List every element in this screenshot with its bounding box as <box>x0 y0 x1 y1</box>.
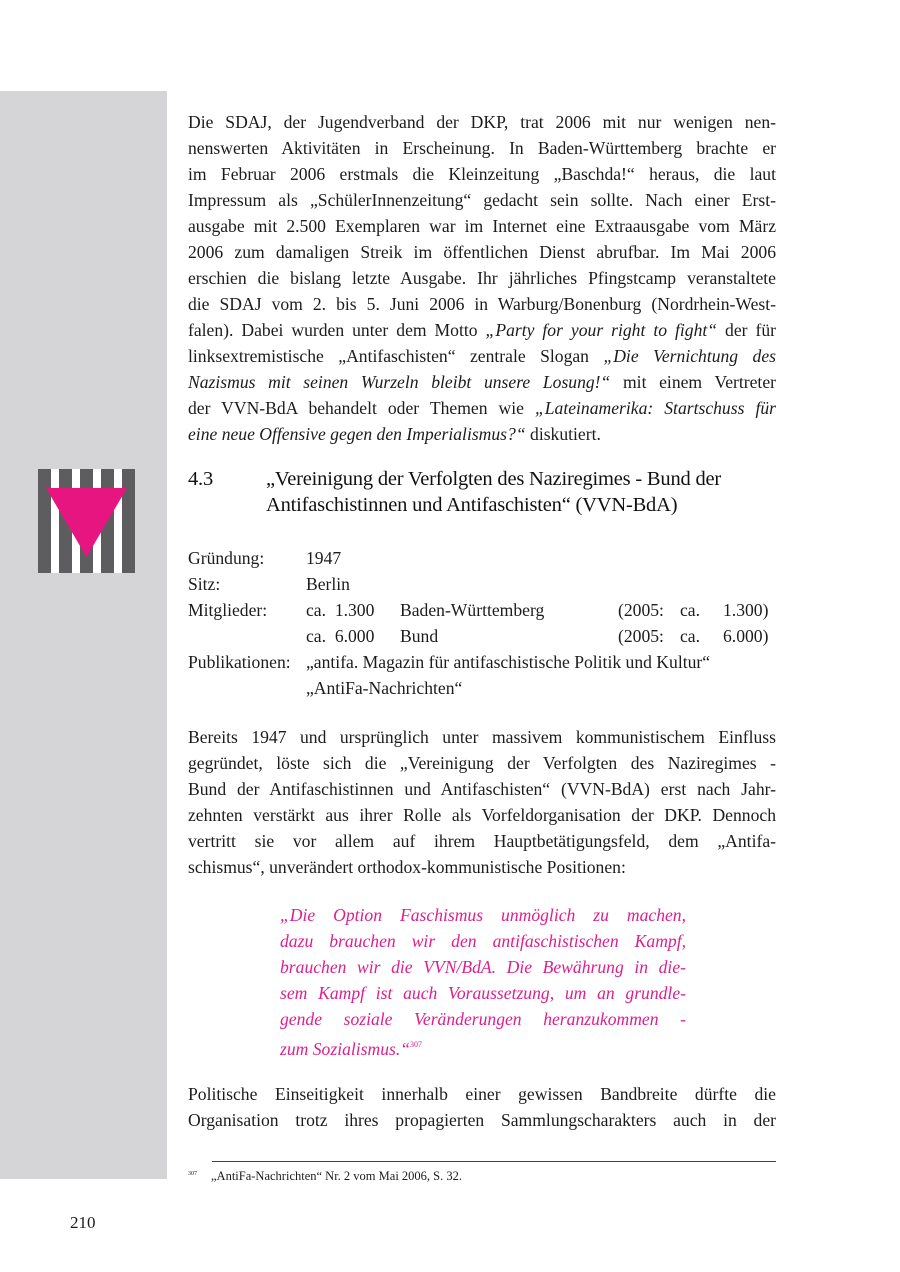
paragraph-sdaj <box>188 109 776 447</box>
slogan-italic: Nazismus mit seinen Wurzeln bleibt unsere Losung!“ <box>188 372 611 392</box>
text-line: Impressum als „SchülerInnenzeitung“ gedacht sein sollte. Nach einer Erst- <box>188 190 776 210</box>
text-line: Bereits 1947 und ursprünglich unter massivem kommunistischem Einfluss <box>188 727 776 747</box>
text-line: Die SDAJ, der Jugendverband der DKP, trat 2006 mit nur wenigen nen- <box>188 112 776 132</box>
fact-publications: „AntiFa-Nachrichten“ <box>306 678 463 698</box>
paragraph-continuation <box>188 1081 776 1133</box>
section-number: 4.3 <box>188 468 214 490</box>
footnote-divider <box>212 1161 776 1162</box>
slogan-italic: „Die Vernichtung des <box>603 346 777 366</box>
footnote <box>188 1166 462 1184</box>
block-quote <box>280 902 686 1062</box>
fact-box <box>188 545 776 701</box>
text-line: ausgabe mit 2.500 Exemplaren war im Internet eine Extraausgabe vom März <box>188 216 776 236</box>
text-line: linksextremistische „Antifaschisten“ zentrale Slogan „Die Vernichtung des <box>188 346 777 366</box>
text-line: im Februar 2006 erstmals die Kleinzeitung „Baschda!“ heraus, die laut <box>188 164 776 184</box>
text-line: schismus“, unverändert orthodox-kommunistische Positionen: <box>188 857 626 877</box>
paragraph-vvn-bda <box>188 724 776 880</box>
topic-italic: eine neue Offensive gegen den Imperialismus?“ <box>188 424 526 444</box>
text-line: 2006 zum damaligen Streik im öffentlichen Dienst abrufbar. Im Mai 2006 <box>188 242 776 262</box>
motto-italic: „Party for your right to fight“ <box>485 320 718 340</box>
footnote-number: 307 <box>188 1171 197 1177</box>
text-line: eine neue Offensive gegen den Imperialismus?“ diskutiert. <box>188 424 601 444</box>
section-heading <box>188 466 776 518</box>
striped-pink-triangle-icon <box>38 469 135 573</box>
text-line: falen). Dabei wurden unter dem Motto „Party for your right to fight“ der für <box>188 320 777 340</box>
fact-seat: Sitz: Berlin <box>188 574 350 594</box>
text-line: zehnten verstärkt aus ihrer Rolle als Vorfeldorganisation der DKP. Dennoch <box>188 805 776 825</box>
text-line: Nazismus mit seinen Wurzeln bleibt unsere Losung!“ mit einem Vertreter <box>188 372 776 392</box>
footnote-reference[interactable]: 307 <box>410 1040 423 1049</box>
page-number: 210 <box>70 1213 96 1232</box>
quote-line: sem Kampf ist auch Voraussetzung, um an grundle- <box>280 983 686 1003</box>
fact-members-bw: Mitglieder: ca. 1.300 Baden-Württemberg (2005: ca. 1.300) <box>188 600 769 620</box>
quote-line: gende soziale Veränderungen heranzukommen - <box>280 1009 686 1029</box>
text-line: nenswerten Aktivitäten in Erscheinung. In Baden-Württemberg brachte er <box>188 138 776 158</box>
fact-publications: Publikationen: „antifa. Magazin für antifaschistische Politik und Kultur“ <box>188 652 711 672</box>
text-line: der VVN-BdA behandelt oder Themen wie „Lateinamerika: Startschuss für <box>188 398 776 418</box>
text-line: Politische Einseitigkeit innerhalb einer gewissen Bandbreite dürfte die <box>188 1084 776 1104</box>
text-line: Bund der Antifaschistinnen und Antifaschisten“ (VVN-BdA) erst nach Jahr- <box>188 779 776 799</box>
fact-members-federal: ca. 6.000 Bund (2005: ca. 6.000) <box>306 626 769 646</box>
footnote-text: „AntiFa-Nachrichten“ Nr. 2 vom Mai 2006, S. 32. <box>211 1169 462 1183</box>
page-margin-bar <box>0 91 167 1179</box>
quote-line: dazu brauchen wir den antifaschistischen Kampf, <box>280 931 686 951</box>
quote-line: brauchen wir die VVN/BdA. Die Bewährung in die- <box>280 957 686 977</box>
text-line: die SDAJ vom 2. bis 5. Juni 2006 in Warburg/Bonenburg (Nordrhein-West- <box>188 294 776 314</box>
text-line: vertritt sie vor allem auf ihrem Hauptbetätigungsfeld, dem „Antifa- <box>188 831 776 851</box>
text-line: gegründet, löste sich die „Vereinigung der Verfolgten des Naziregimes - <box>188 753 776 773</box>
text-line: Organisation trotz ihres propagierten Sammlungscharakters auch in der <box>188 1110 776 1130</box>
text-line: erschien die bislang letzte Ausgabe. Ihr jährliches Pfingstcamp veranstaltete <box>188 268 776 288</box>
topic-italic: „Lateinamerika: Startschuss für <box>534 398 776 418</box>
fact-founding: Gründung: 1947 <box>188 548 342 568</box>
quote-line: „Die Option Faschismus unmöglich zu machen, <box>280 905 686 925</box>
quote-line: zum Sozialismus.“$^{307}$ <box>280 1039 423 1059</box>
section-title: „Vereinigung der Verfolgten des Naziregimes - Bund der Antifaschistinnen und Antifaschisten“ (VVN-BdA) <box>266 468 722 516</box>
